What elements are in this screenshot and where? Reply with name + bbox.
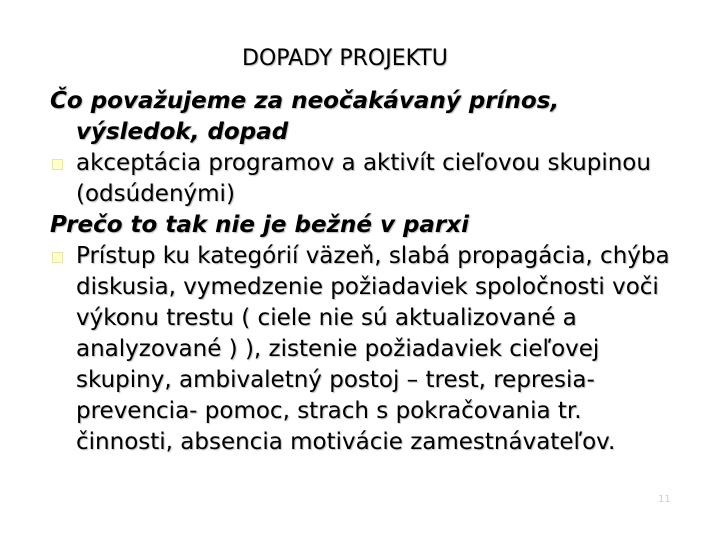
page-number: 11 [658, 494, 671, 505]
square-bullet-icon [52, 159, 63, 170]
heading-why-not-common: Prečo to tak nie je bežné v parxi [50, 212, 469, 238]
heading-unexpected-benefit: Čo považujeme za neočakávaný prínos, výsledok, dopad [50, 88, 560, 145]
bullet-item-barriers [50, 241, 670, 458]
slide-content [50, 86, 670, 458]
square-bullet-icon [52, 252, 63, 263]
bullet-item-acceptance [50, 148, 670, 210]
slide-title: DOPADY PROJEKTU [242, 46, 448, 71]
bullet-text-acceptance: akceptácia programov a aktivít cieľovou skupinou (odsúdenými) [76, 150, 651, 207]
bullet-text-barriers: Prístup ku kategórií väzeň, slabá propagácia, chýba diskusia, vymedzenie požiadaviek spoločnosti voči výkonu trestu ( ciele nie sú aktualizované a analyzované ) ), zistenie požiadaviek cieľovej skupiny, ambivaletný postoj – trest, represia- prevencia- pomoc, strach s pokračovania tr. činnosti, absencia motivácie zamestnávateľov. [76, 243, 670, 455]
